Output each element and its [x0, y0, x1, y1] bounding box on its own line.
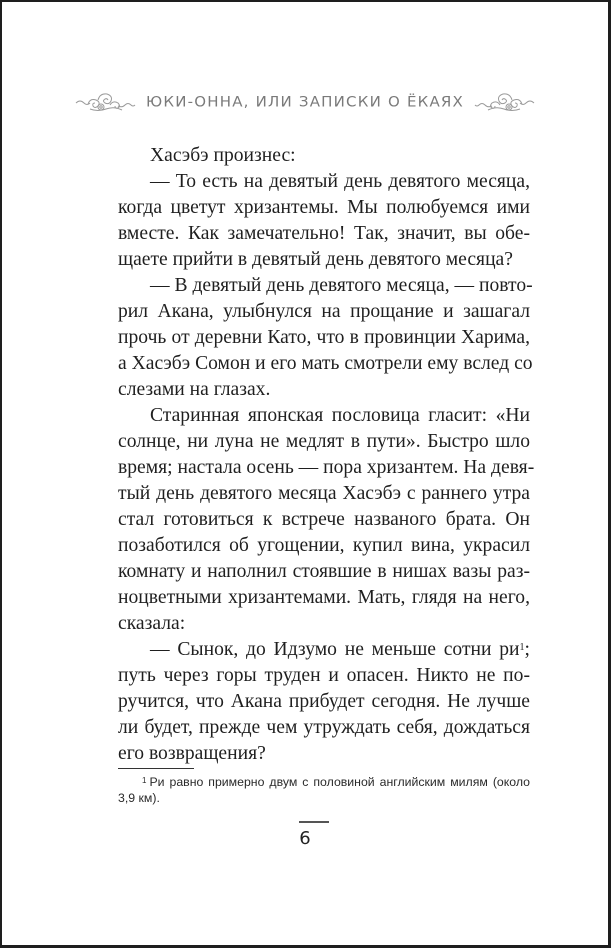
text-line: тый день девятого месяца Хасэбэ с раннего утра	[118, 483, 530, 504]
text-line: — В девятый день девятого месяца, — повто-	[150, 275, 533, 296]
footnote	[118, 774, 530, 806]
paragraph	[118, 169, 530, 273]
text-line: слезами на глазах.	[118, 379, 271, 400]
text-line: комнату и наполнил стоявшие в нишах вазы раз-	[118, 561, 530, 582]
footnote-line	[118, 774, 530, 790]
text-line: ручится, что Акана прибудет сегодня. Не лучше	[118, 691, 530, 712]
page-number-rule	[299, 821, 329, 823]
punctuation: ;	[524, 639, 530, 660]
text-line: позаботился об угощении, купил вина, украсил	[118, 535, 530, 556]
footnote-line: 3,9 км).	[118, 791, 160, 805]
text-line: — То есть на девятый день девятого месяца,	[150, 171, 530, 192]
text-line: когда цветут хризантемы. Мы полюбуемся ими	[118, 197, 530, 218]
text-line: сказала:	[118, 613, 186, 634]
paragraph	[118, 143, 530, 169]
paragraph	[118, 403, 535, 637]
paragraph	[118, 273, 533, 403]
text-line: щаете прийти в девятый день девятого месяца?	[118, 249, 513, 270]
text-line: рил Акана, улыбнулся на прощание и зашагал	[118, 301, 530, 322]
text-line: а Хасэбэ Сомон и его мать смотрели ему вслед со	[118, 353, 533, 374]
footnote-marker: 1	[142, 776, 147, 785]
footnote-text: Ри равно примерно двум с половиной английским милям (около	[149, 775, 530, 789]
text-line: вместе. Как замечательно! Так, значит, вы обе-	[118, 223, 530, 244]
text-line: — Сынок, до Идзумо не меньше сотни ри	[150, 639, 520, 660]
footnote-reference[interactable]: 1	[519, 642, 525, 653]
cloud-ornament-icon	[74, 91, 136, 113]
running-title: ЮКИ-ОННА, ИЛИ ЗАПИСКИ О ЁКАЯХ	[145, 93, 465, 111]
text-line: время; настала осень — пора хризантем. На девя-	[118, 457, 535, 478]
text-line: Старинная японская пословица гласит: «Ни	[150, 405, 530, 426]
text-line: солнце, ни луна не медлят в пути». Быстро шло	[118, 431, 530, 452]
page-number: 6	[299, 828, 311, 849]
text-line: прочь от деревни Като, что в провинции Харима,	[118, 327, 530, 348]
text-line: стал готовиться к встрече названого брата. Он	[118, 509, 530, 530]
text-line: Хасэбэ произнес:	[150, 145, 296, 166]
text-line: ноцветными хризантемами. Мать, глядя на него,	[118, 587, 530, 608]
footnote-separator	[118, 768, 194, 769]
body-text	[118, 143, 535, 767]
running-header	[2, 90, 608, 114]
text-line-with-footnote	[118, 637, 530, 663]
paragraph	[118, 637, 530, 767]
text-line: его возвращения?	[118, 743, 266, 764]
text-line: ли будет, прежде чем утруждать себя, дождаться	[118, 717, 530, 738]
text-line: путь через горы труден и опасен. Никто не по-	[118, 665, 530, 686]
cloud-ornament-icon	[474, 91, 536, 113]
